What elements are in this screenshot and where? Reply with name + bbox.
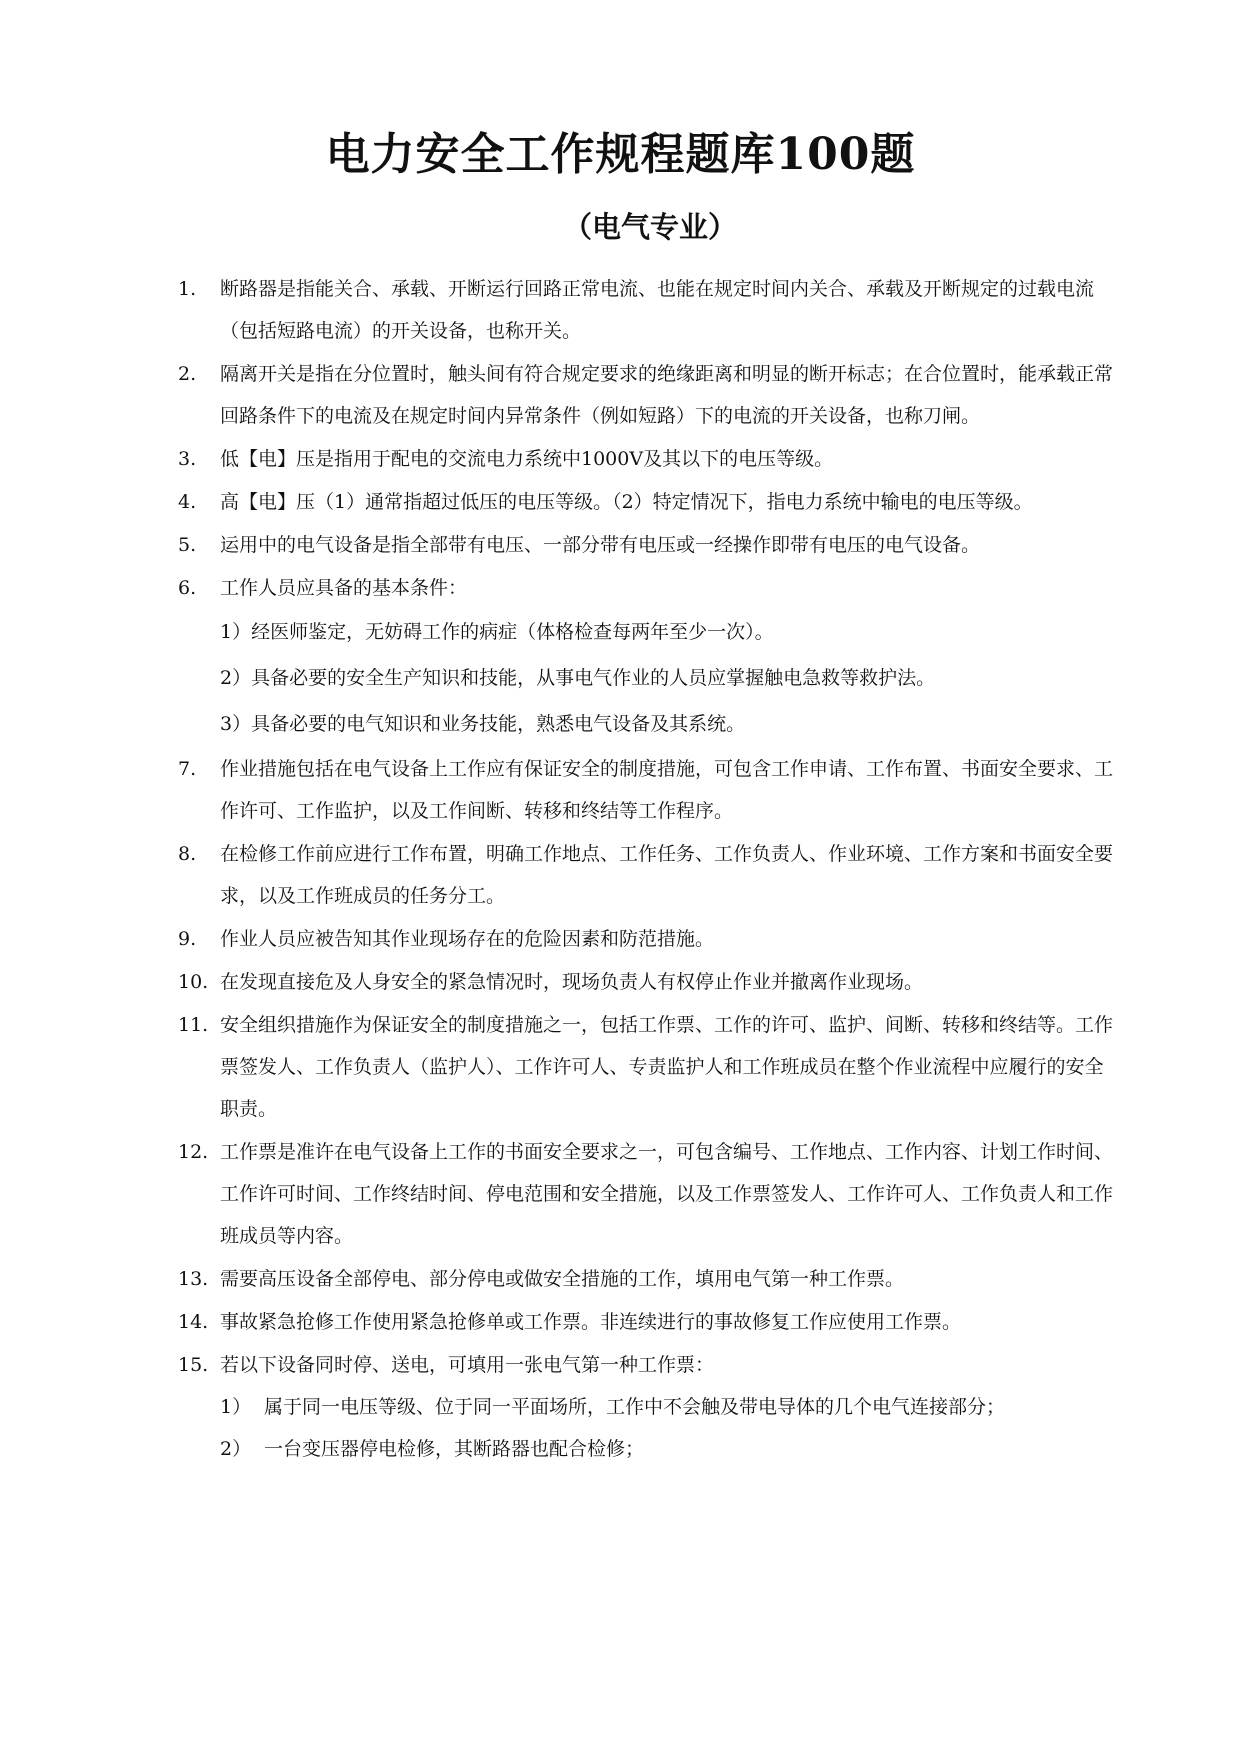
list-item [0, 567, 1241, 747]
item-number: 15. [178, 1354, 209, 1376]
item-text: 作业措施包括在电气设备上工作应有保证安全的制度措施，可包含工作申请、工作布置、书面安全要求、工作许可、工作监护，以及工作间断、转移和终结等工作程序。 [220, 758, 1114, 822]
item-text: 高【电】压（1）通常指超过低压的电压等级。（2）特定情况下，指电力系统中输电的电压等级。 [220, 491, 1033, 513]
list-item [0, 268, 1241, 352]
item-number: 8. [178, 843, 197, 865]
list-item [0, 1131, 1241, 1257]
item-number: 4. [178, 491, 197, 513]
question-list [0, 268, 1241, 1471]
item-text: 工作人员应具备的基本条件： [220, 577, 468, 599]
item-number: 6. [178, 577, 197, 599]
item-text: 在检修工作前应进行工作布置，明确工作地点、工作任务、工作负责人、作业环境、工作方案和书面安全要求，以及工作班成员的任务分工。 [220, 843, 1114, 907]
list-item [0, 438, 1241, 480]
item-text: 在发现直接危及人身安全的紧急情况时，现场负责人有权停止作业并撤离作业现场。 [220, 971, 924, 993]
sub-item [220, 1386, 1120, 1428]
item-number: 14. [178, 1311, 209, 1333]
item-number: 10. [178, 971, 209, 993]
sub-item [220, 1428, 1120, 1470]
item-text: 工作票是准许在电气设备上工作的书面安全要求之一，可包含编号、工作地点、工作内容、计划工作时间、工作许可时间、工作终结时间、停电范围和安全措施，以及工作票签发人、工作许可人、工作负责人和工作班成员等内容。 [220, 1141, 1114, 1247]
sub-item-text: 一台变压器停电检修，其断路器也配合检修； [264, 1438, 645, 1460]
item-number: 12. [178, 1141, 209, 1163]
item-number: 3. [178, 448, 197, 470]
item-number: 1. [178, 278, 197, 300]
item-text: 事故紧急抢修工作使用紧急抢修单或工作票。非连续进行的事故修复工作应使用工作票。 [220, 1311, 962, 1333]
list-item [0, 961, 1241, 1003]
list-item [0, 1301, 1241, 1343]
item-text: 安全组织措施作为保证安全的制度措施之一，包括工作票、工作的许可、监护、间断、转移和终结等。工作票签发人、工作负责人（监护人）、工作许可人、专责监护人和工作班成员在整个作业流程中应履行的安全职责。 [220, 1014, 1114, 1120]
item-text: 隔离开关是指在分位置时，触头间有符合规定要求的绝缘距离和明显的断开标志；在合位置时，能承载正常回路条件下的电流及在规定时间内异常条件（例如短路）下的电流的开关设备，也称刀闸。 [220, 363, 1114, 427]
sub-item-marker: 1） [220, 1396, 252, 1418]
list-item [0, 1344, 1241, 1470]
item-number: 9. [178, 928, 197, 950]
sub-item: 2）具备必要的安全生产知识和技能，从事电气作业的人员应掌握触电急救等救护法。 [220, 667, 936, 689]
item-text: 低【电】压是指用于配电的交流电力系统中1000V及其以下的电压等级。 [220, 448, 834, 470]
list-item [0, 524, 1241, 566]
item-number: 2. [178, 363, 197, 385]
item-number: 7. [178, 758, 197, 780]
item-text: 若以下设备同时停、送电，可填用一张电气第一种工作票： [220, 1354, 715, 1376]
list-item [0, 1004, 1241, 1130]
list-item [0, 481, 1241, 523]
item-number: 11. [178, 1014, 209, 1036]
page-title: 电力安全工作规程题库100题 [325, 129, 916, 180]
sub-item-marker: 2） [220, 1438, 252, 1460]
sub-item-text: 属于同一电压等级、位于同一平面场所，工作中不会触及带电导体的几个电气连接部分； [264, 1396, 1006, 1418]
item-text: 需要高压设备全部停电、部分停电或做安全措施的工作，填用电气第一种工作票。 [220, 1268, 905, 1290]
list-item [0, 918, 1241, 960]
item-text: 作业人员应被告知其作业现场存在的危险因素和防范措施。 [220, 928, 715, 950]
item-text: 运用中的电气设备是指全部带有电压、一部分带有电压或一经操作即带有电压的电气设备。 [220, 534, 981, 556]
page-subtitle: （电气专业） [562, 210, 737, 244]
list-item [0, 748, 1241, 832]
sub-item: 1）经医师鉴定，无妨碍工作的病症（体格检查每两年至少一次）。 [220, 621, 774, 643]
list-item [0, 1258, 1241, 1300]
item-number: 5. [178, 534, 197, 556]
item-number: 13. [178, 1268, 209, 1290]
sub-item: 3）具备必要的电气知识和业务技能，熟悉电气设备及其系统。 [220, 713, 746, 735]
item-text: 断路器是指能关合、承载、开断运行回路正常电流、也能在规定时间内关合、承载及开断规定的过载电流（包括短路电流）的开关设备，也称开关。 [220, 278, 1095, 342]
list-item [0, 833, 1241, 917]
list-item [0, 353, 1241, 437]
